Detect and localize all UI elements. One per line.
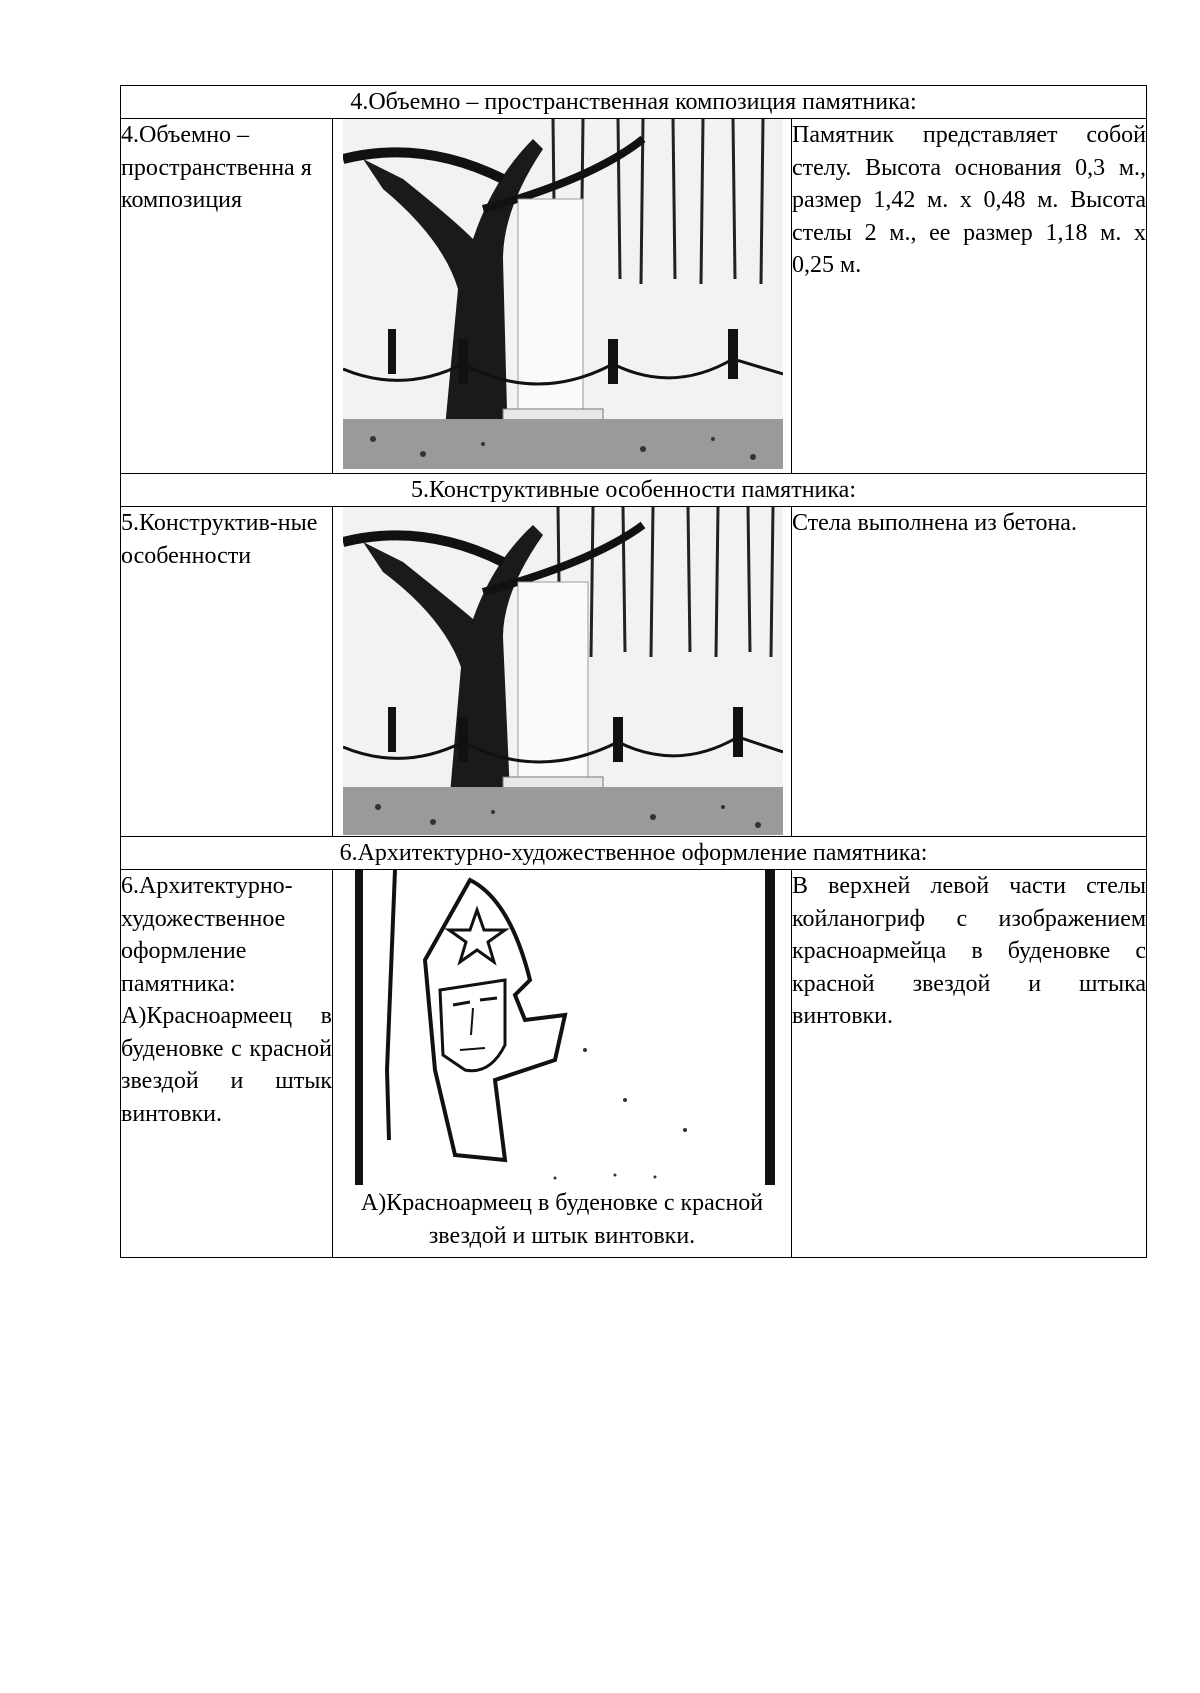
section-4-photo-cell — [333, 119, 792, 474]
section-5-description: Стела выполнена из бетона. — [792, 507, 1147, 837]
red-army-soldier-relief-photo-icon — [355, 870, 775, 1185]
section-5-photo-cell — [333, 507, 792, 837]
section-6-label-line-4: памятника: — [121, 970, 236, 997]
memorial-stele-photo-icon — [343, 507, 783, 835]
section-4-description: Памятник представляет собой стелу. Высота основания 0,3 м., размер 1,42 м. х 0,48 м. Высота стелы 2 м., ее размер 1,18 м. х 0,25 м. — [792, 119, 1147, 474]
section-6-header: 6.Архитектурно-художественное оформление памятника: — [121, 837, 1147, 870]
section-4-header: 4.Объемно – пространственная композиция памятника: — [121, 86, 1147, 119]
section-6-photo-caption: А)Красноармеец в буденовке с красной звездой и штык винтовки. — [360, 1190, 764, 1249]
document-table — [120, 85, 1147, 1258]
section-6-label-line-1: 6.Архитектурно- — [121, 873, 293, 899]
section-6-label-line-3: оформление — [121, 938, 247, 964]
memorial-stele-photo-icon — [343, 119, 783, 469]
section-4-label: 4.Объемно – пространственна я композиция — [121, 119, 333, 474]
section-6-label-line-5: А)Красноармеец в буденовке с красной звездой и штык винтовки. — [121, 1003, 332, 1127]
section-6-label — [121, 870, 333, 1258]
section-6-photo-cell — [333, 870, 792, 1258]
section-6-label-line-2: художественное — [121, 905, 286, 932]
section-6-description: В верхней левой части стелы койланогриф с изображением красноармейца в буденовке с красной звездой и штыка винтовки. — [792, 870, 1147, 1258]
section-5-header: 5.Конструктивные особенности памятника: — [121, 474, 1147, 507]
section-5-label: 5.Конструктив-ные особенности — [121, 507, 333, 837]
